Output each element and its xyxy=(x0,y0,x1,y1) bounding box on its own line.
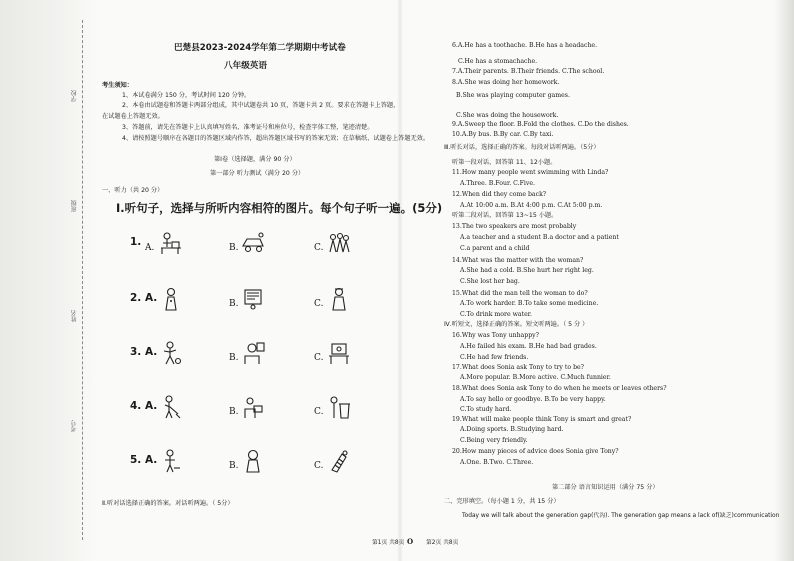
option-label: C. xyxy=(314,243,324,253)
right-text-line: 14.What was the matter with the woman? xyxy=(452,257,584,264)
question-number: 3. A. xyxy=(130,346,158,358)
right-text-line: C.She was doing the housework. xyxy=(456,112,559,119)
right-text-line: 第二部分 语言知识运用（满分 75 分） xyxy=(552,484,659,491)
right-text-line: Ⅲ.听长对话，选择正确的答案。每段对话听两遍。（5分） xyxy=(444,144,600,151)
right-text-line: 二、完形填空。（每小题 1 分，共 15 分） xyxy=(444,498,560,505)
question-number: 4. A. xyxy=(130,400,158,412)
right-text-line: A.Doing sports. B.Studying hard. xyxy=(460,426,564,433)
option-label: B. xyxy=(229,299,239,309)
right-text-line: 19.What will make people think Tony is smart and great? xyxy=(452,416,632,423)
question-number: 2. A. xyxy=(130,292,158,304)
gutter-label-id: 考号 xyxy=(71,420,78,432)
right-text-line: 17.What does Sonia ask Tony to try to be? xyxy=(452,364,585,371)
notice-line-1: 1、本试卷满分 150 分，考试时间 120 分钟。 xyxy=(122,92,251,99)
right-text-line: B.She was playing computer games. xyxy=(456,92,570,99)
right-text-line: 15.What did the man tell the woman to do? xyxy=(452,290,588,297)
right-text-line: A.a teacher and a student B.a doctor and a patient xyxy=(460,234,619,241)
right-text-line: A.Three. B.Four. C.Five. xyxy=(460,180,536,187)
right-text-line: C.To study hard. xyxy=(460,406,512,413)
right-text-line: C.To drink more water. xyxy=(460,311,532,318)
exam-title: 巴楚县2023-2024学年第二学期期中考试卷 xyxy=(174,43,346,53)
sweeping-icon xyxy=(158,394,184,420)
desk-person-icon xyxy=(158,230,184,256)
listening-heading: 一、听力（共 20 分） xyxy=(102,187,164,194)
right-text-line: C.Being very friendly. xyxy=(460,437,528,444)
right-text-line: 20.How many pieces of advice does Sonia give Tony? xyxy=(452,448,619,455)
option-label: B. xyxy=(229,243,239,253)
left-page-footer: 第1页 共8页 xyxy=(372,540,405,546)
part1-subheading: 第一部分 听力测试（满分 20 分） xyxy=(210,170,305,177)
car-repair-icon xyxy=(240,230,266,256)
notice-title: 考生须知： xyxy=(102,82,133,89)
boy-icon xyxy=(158,340,184,366)
right-text-line: 12.When did they come back? xyxy=(452,191,547,198)
right-text-line: A.At 10:00 a.m. B.At 4:00 p.m. C.At 5:00 p.m. xyxy=(460,202,603,209)
newspaper-icon xyxy=(240,286,266,312)
injured-person-icon xyxy=(158,448,184,474)
center-fold xyxy=(397,0,403,561)
trash-bin-icon xyxy=(326,394,352,420)
right-text-line: 听第一段对话，回答第 11、12小题。 xyxy=(452,159,557,166)
right-text-line: C.a parent and a child xyxy=(460,245,530,252)
right-text-line: A.She had a cold. B.She hurt her right leg. xyxy=(460,267,594,274)
option-label: C. xyxy=(314,407,324,417)
notice-line-3: 在试题卷上答题无效。 xyxy=(102,113,164,120)
notice-line-4: 3、答题前，请先在答题卡上认真填写姓名、准考证号和座位号，检查字体工整，笔迹清楚。 xyxy=(122,124,374,131)
right-text-line: 13.The two speakers are most probably xyxy=(452,223,577,230)
right-text-line: Today we will talk about the generation gap(代沟). The generation gap means a lack of(缺乏)communication xyxy=(462,513,780,519)
section1-instruction: Ⅰ.听句子，选择与所听内容相符的图片。每个句子听一遍。(5分) xyxy=(116,201,443,215)
right-text-line: A.To work harder. B.To take some medicine. xyxy=(460,300,599,307)
worker-icon xyxy=(326,286,352,312)
gutter-label-class: 班级 xyxy=(71,200,78,212)
right-text-line: 6.A.He has a toothache. B.He has a headache. xyxy=(452,42,598,49)
right-text-line: A.To say hello or goodbye. B.To be very happy. xyxy=(460,396,606,403)
right-text-line: 16.Why was Tony unhappy? xyxy=(452,332,539,339)
section2-instruction: Ⅱ.听对话选择正确的答案。对话听两遍。（ 5分） xyxy=(102,500,234,507)
teacher-icon xyxy=(240,340,266,366)
right-text-line: 9.A.Sweep the floor. B.Fold the clothes. C.Do the dishes. xyxy=(452,121,629,128)
page-edge xyxy=(774,0,794,561)
option-label: A. xyxy=(145,243,155,253)
right-text-line: 11.How many people went swimming with Linda? xyxy=(452,169,609,176)
crowd-icon xyxy=(326,230,352,256)
right-text-line: C.He has a stomachache. xyxy=(458,58,538,65)
office-desk-icon xyxy=(326,340,352,366)
gutter-label-name: 姓名 xyxy=(71,310,78,322)
right-text-line: A.He failed his exam. B.He had bad grades. xyxy=(460,343,597,350)
right-text-line: 8.A.She was doing her homework. xyxy=(452,79,560,86)
right-text-line: C.She lost her bag. xyxy=(460,278,520,285)
child-icon xyxy=(240,448,266,474)
right-text-line: 7.A.Their parents. B.Their friends. C.The school. xyxy=(452,68,605,75)
right-text-line: 18.What does Sonia ask Tony to do when he meets or leaves others? xyxy=(452,385,667,392)
bandaged-arm-icon xyxy=(326,448,352,474)
option-label: B. xyxy=(229,353,239,363)
right-text-line: 10.A.By bus. B.By car. C.By taxi. xyxy=(452,131,554,138)
right-page-footer: 第2页 共8页 xyxy=(426,540,459,546)
option-label: C. xyxy=(314,353,324,363)
reading-icon xyxy=(240,394,266,420)
option-label: B. xyxy=(229,461,239,471)
subject-title: 八年级英语 xyxy=(224,61,267,71)
part1-heading: 第Ⅰ卷（选择题，满分 90 分） xyxy=(214,156,296,163)
right-text-line: A.More popular. B.More active. C.Much funnier. xyxy=(460,374,611,381)
notice-line-5: 4、请按照题号顺序在各题目的答题区域内作答，超出答题区域书写的答案无效；在草稿纸、试题卷上答题无效。 xyxy=(122,135,430,142)
option-label: C. xyxy=(314,299,324,309)
nurse-icon xyxy=(158,286,184,312)
center-mark: O xyxy=(407,537,414,546)
question-number: 1. xyxy=(130,236,142,248)
seal-line xyxy=(82,20,83,540)
right-text-line: C.He had few friends. xyxy=(460,354,529,361)
gutter-label-school: 学校 xyxy=(71,90,78,102)
right-text-line: Ⅳ.听短文，选择正确的答案。短文听两遍。（ 5 分 ） xyxy=(444,321,589,328)
right-text-line: 听第二段对话，回答第 13~15 小题。 xyxy=(452,212,558,219)
question-number: 5. A. xyxy=(130,454,158,466)
option-label: C. xyxy=(314,461,324,471)
right-text-line: A.One. B.Two. C.Three. xyxy=(460,459,534,466)
option-label: B. xyxy=(229,407,239,417)
notice-line-2: 2、本卷由试题卷和答题卡两部分组成，其中试题卷共 10 页，答题卡共 2 页。要求在答题卡上答题， xyxy=(122,102,400,109)
